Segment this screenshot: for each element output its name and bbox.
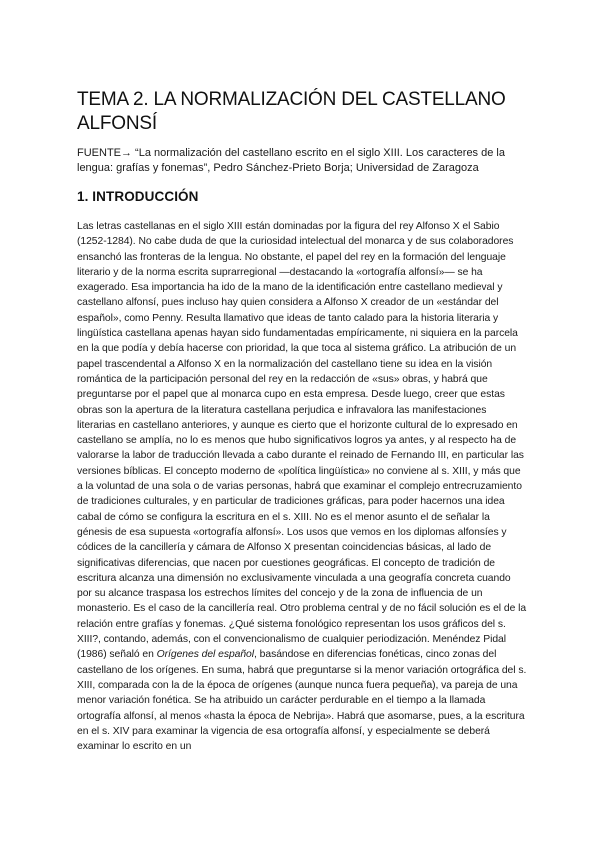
document-page <box>77 88 527 754</box>
book-title-italic: Orígenes del español <box>156 649 255 661</box>
section-heading-introduccion: 1. INTRODUCCIÓN <box>77 189 199 204</box>
source-citation: FUENTE→ “La normalización del castellano escrito en el siglo XIII. Los caracteres de la lengua: grafías y fonemas”, Pedro Sánchez-Prieto Borja; Universidad de Zaragoza <box>77 147 505 174</box>
body-text-part1: Las letras castellanas en el siglo XIII están dominadas por la figura del rey Alfonso X el Sabio (1252-1284). No cabe duda de que la curiosidad intelectual del monarca y de sus colaboradores ensanchó las fronteras de la lengua. No obstante, el papel del rey en la formación del lenguaje literario y de la norma escrita suprarregional —destacando la «ortografía alfonsí»— se ha exagerado. Esa importancia ha ido de la mano de la identificación entre castellano medieval y castellano alfonsí, pues incluso hay quien considera a Alfonso X creador de un «estándar del español», como Penny. Resulta llamativo que ideas de tanto calado para la historia literaria y lingüística castellana apenas hayan sido fundamentadas empíricamente, ni siquiera en la parcela en la que podía y debía hacerse con prioridad, la que toca al sistema gráfico. La atribución de un papel trascendental a Alfonso X en la normalización del castellano tiene su idea en la visión romántica de la participación personal del rey en la redacción de «sus» obras, y habrá que preguntarse por el papel que al monarca cupo en esta empresa. Desde luego, creer que estas obras son la apertura de la literatura castellana perjudica e infravalora las manifestaciones literarias en castellano anteriores, y aunque es cierto que el horizonte cultural de lo expresado en castellano se amplía, no lo es menos que hubo significativos logros ya antes, y al respecto ha de valorarse la labor de traducción llevada a cabo durante el reinado de Fernando III, en particular las versiones bíblicas. El concepto moderno de «política lingüística» no conviene al s. XIII, y más que a la voluntad de una sola o de varias personas, habrá que examinar el complejo entrecruzamiento de tradiciones culturales, y en particular de tradiciones gráficas, para poder hacernos una idea cabal de cómo se configura la escritura en el s. XIII. No es el menor asunto el de señalar la génesis de esa supuesta «ortografía alfonsí». Los usos que vemos en los diplomas alfonsíes y códices de la cancillería y cámara de Alfonso X presentan coincidencias básicas, al lado de significativas diferencias, que nacen por cuestiones geográficas. El concepto de tradición de escritura alcanza una dimensión no exclusivamente vinculada a una geografía concreta cuando por su alcance traspasa los estrechos límites del concejo y de la zona de influencia de un monasterio. Es el caso de la cancillería real. Otro problema central y de no fácil solución es el de la relación entre grafías y fonemas. ¿Qué sistema fonológico representan los usos gráficos del s. XIII?, contando, además, con el convencionalismo de cualquier periodización. Menéndez Pidal (1986) señaló en <box>77 221 527 661</box>
page-title: TEMA 2. LA NORMALIZACIÓN DEL CASTELLANO ALFONSÍ <box>77 89 506 134</box>
body-text-part2: , basándose en diferencias fonéticas, cinco zonas del castellano de los orígenes. En suma, habrá que preguntarse si la menor variación ortográfica del s. XIII, comparada con la de la época de orígenes (aunque nunca fuera pequeña), va pareja de una menor variación fonética. Se ha atribuido un carácter perdurable en el tiempo a la llamada ortografía alfonsí, al menos «hasta la época de Nebrija». Habrá que asomarse, pues, a la escritura en el s. XIV para examinar la vigencia de esa ortografía alfonsí, y especialmente se deberá examinar lo escrito en un <box>77 649 527 753</box>
body-paragraph <box>77 219 527 754</box>
